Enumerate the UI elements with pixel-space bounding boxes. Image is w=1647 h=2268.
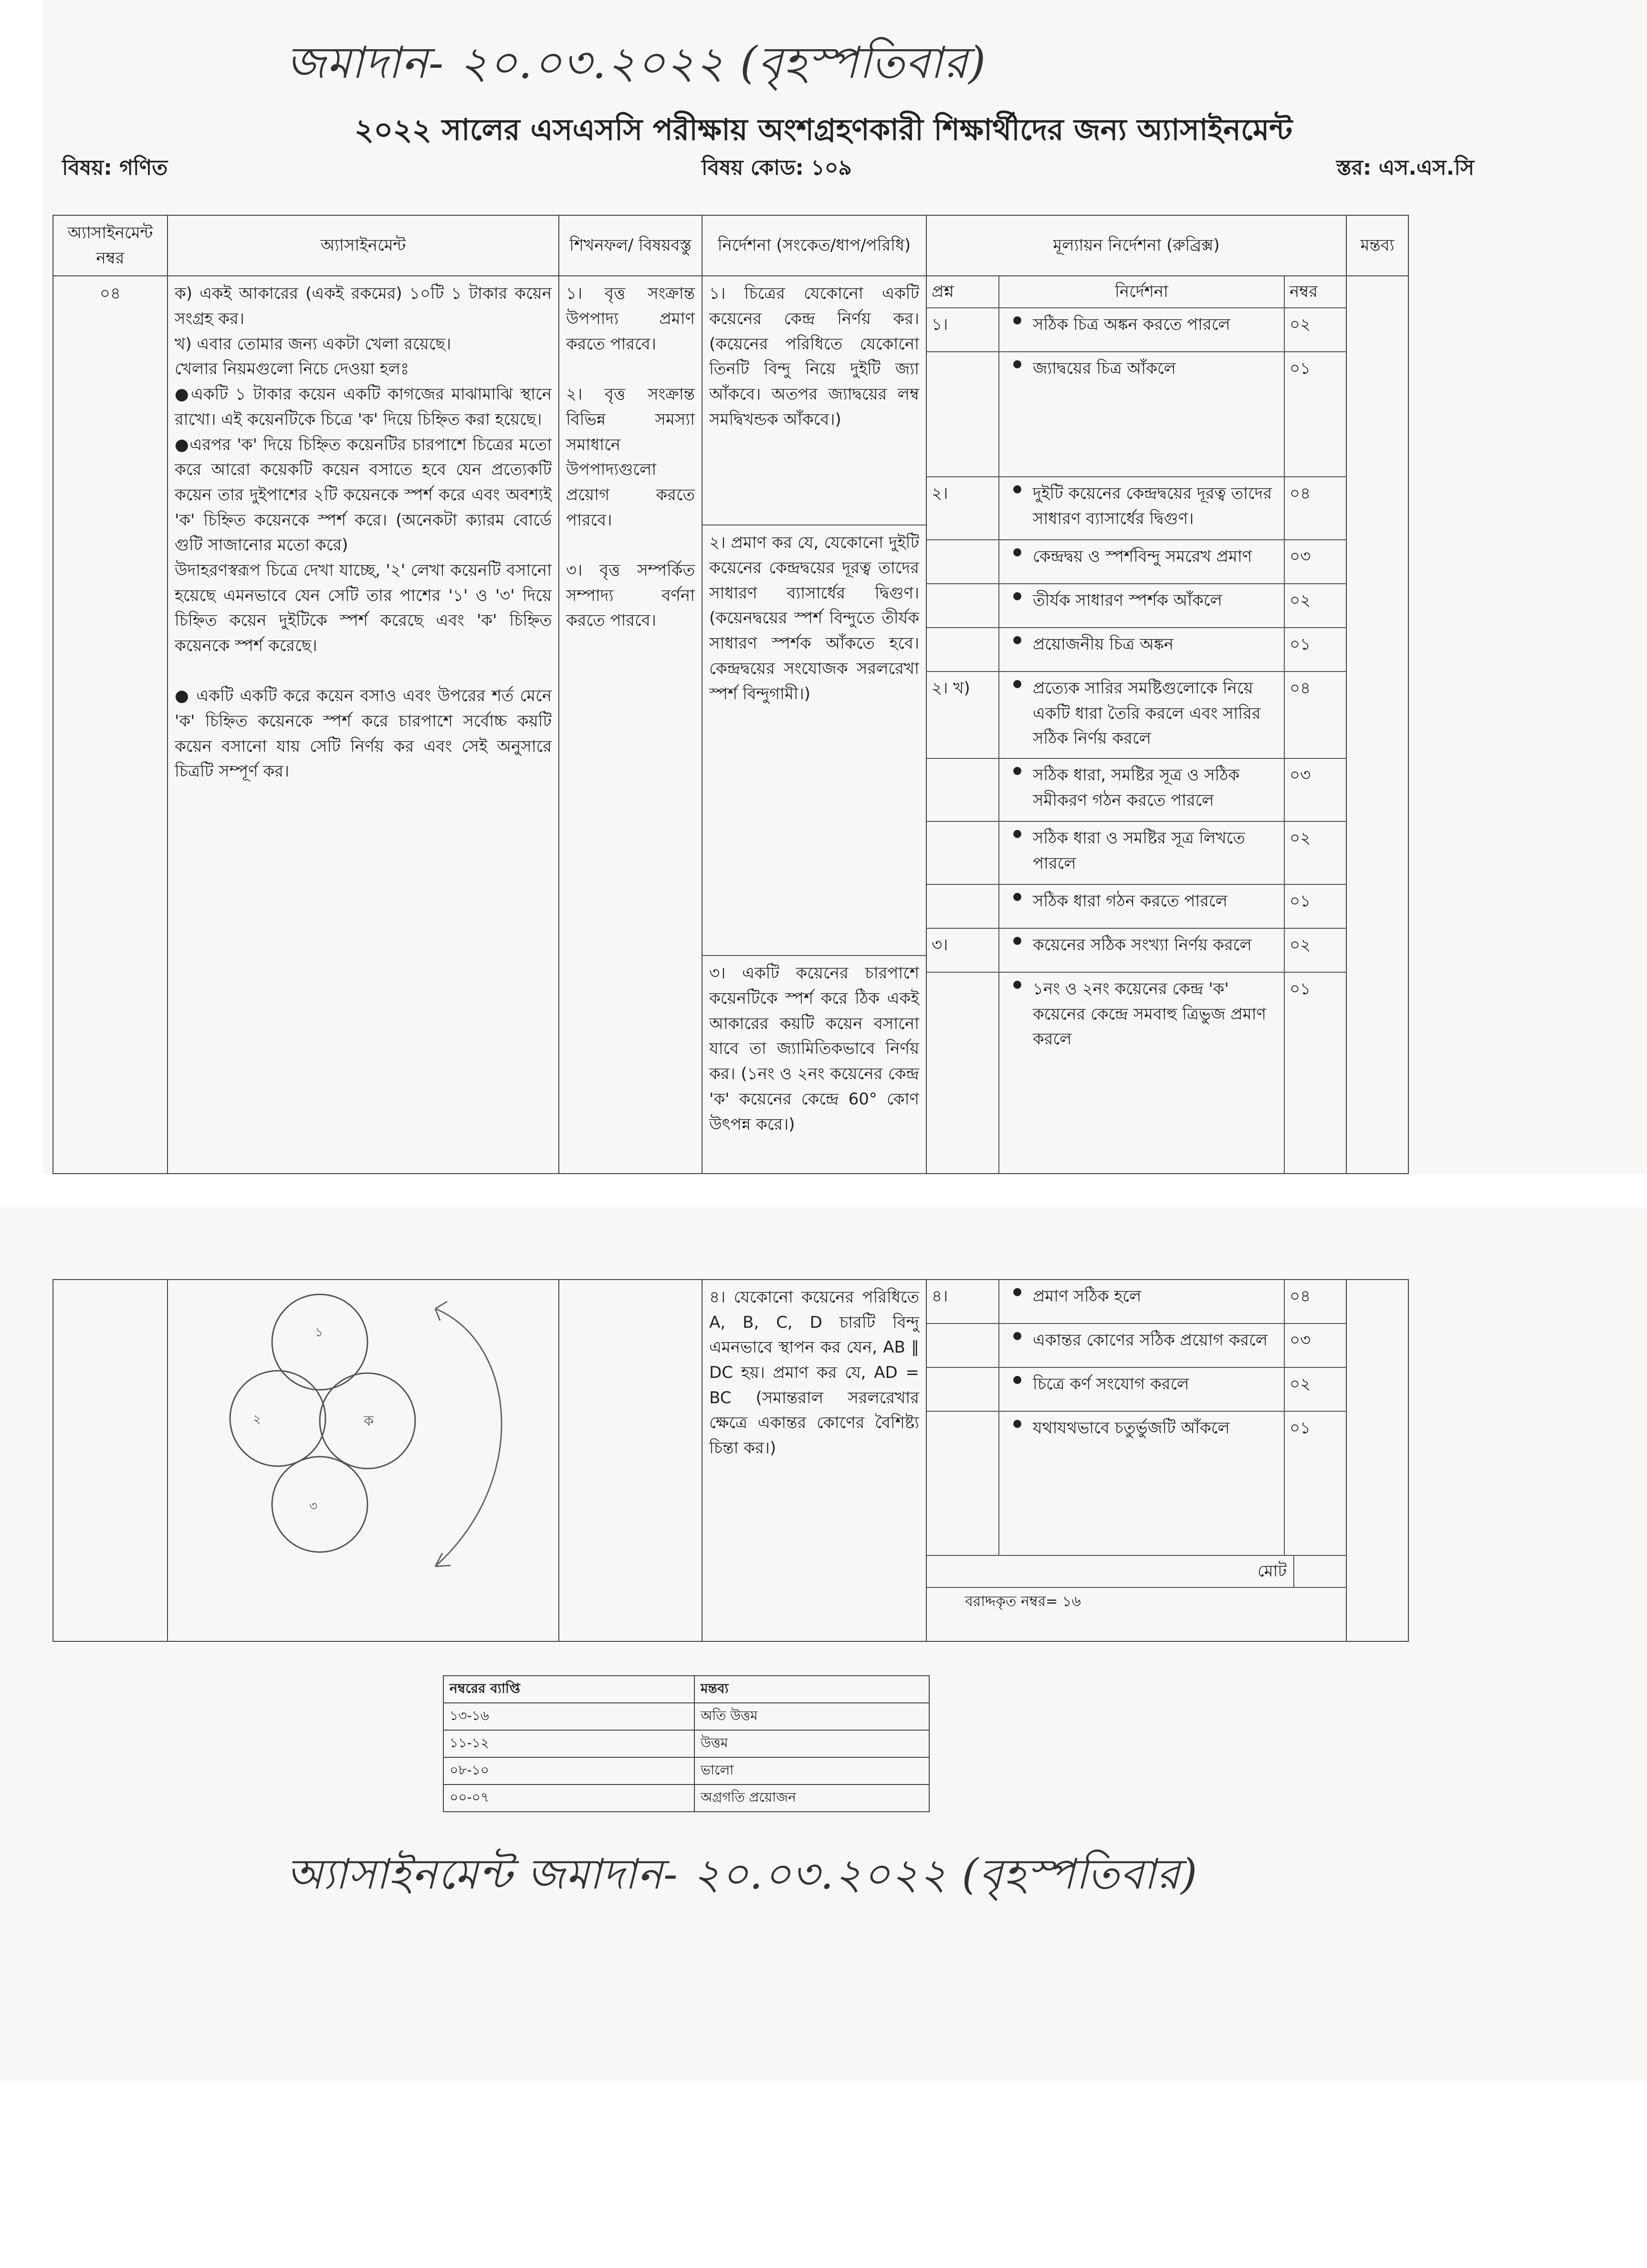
rubric-row (927, 759, 1346, 822)
rubric-question (927, 822, 999, 884)
assignment-text: ক) একই আকারের (একই রকমের) ১০টি ১ টাকার কয়েন সংগ্রহ কর। খ) এবার তোমার জন্য একটা খেলা রয়েছে। খেলার নিয়মগুলো নিচে দেওয়া হলঃ ●একটি ১ টাকার কয়েন একটি কাগজের মাঝামাঝি স্থানে রাখো। এই কয়েনটিকে চিত্রে 'ক' দিয়ে চিহ্নিত করা হয়েছে। ●এরপর 'ক' দিয়ে চিহ্নিত কয়েনটির চারপাশে চিত্রের মতো করে আরো কয়েকটি কয়েন বসাতে হবে যেন প্রত্যেকটি কয়েন তার দুইপাশের ২টি কয়েনকে স্পর্শ করে এবং অবশ্যই 'ক' চিহ্নিত কয়েনকে স্পর্শ করে। (অনেকটা ক্যারম বোর্ডে গুটি সাজানোর মতো করে) উদাহরণস্বরূপ চিত্রে দেখা যাচ্ছে, '২' লেখা কয়েনটি বসানো হয়েছে এমনভাবে যেন সেটি তার পাশের '১' ও '৩' দিয়ে চিহ্নিত কয়েন দুইটিকে স্পর্শ করেছে এবং 'ক' চিহ্নিত কয়েনকে স্পর্শ করেছে। ● একটি একটি করে কয়েন বসাও এবং উপরের শর্ত মেনে 'ক' চিহ্নিত কয়েনকে স্পর্শ করে চারপাশে সর্বোচ্চ কয়টি কয়েন বসানো যায় সেটি নির্ণয় কর এবং সেই অনুসারে চিত্রটি সম্পূর্ণ কর। (175, 284, 552, 781)
rubric-description: ● কেন্দ্রদ্বয় ও স্পর্শবিন্দু সমরেখ প্রমাণ (999, 540, 1285, 583)
rubric-marks: ০১ (1290, 892, 1311, 911)
instruction-3: ৩। একটি কয়েনের চারপাশে কয়েনটিকে স্পর্শ করে ঠিক একই আকারের কয়টি কয়েন বসানো যাবে তা জ্যামিতিকভাবে নির্ণয় কর। (১নং ও ২নং কয়েনের কেন্দ্র 'ক' কয়েনের কেন্দ্রে 60° কোণ উৎপন্ন করে।) (709, 964, 919, 1134)
rubric-description: ● ১নং ও ২নং কয়েনের কেন্দ্র 'ক' কয়েনের কেন্দ্রে সমবাহু ত্রিভুজ প্রমাণ করলে (999, 973, 1285, 1173)
learning-outcome-text: ১। বৃত্ত সংক্রান্ত উপপাদ্য প্রমাণ করতে পারবে। ২। বৃত্ত সংক্রান্ত বিভিন্ন সমস্যা সমাধানে উপপাদ্যগুলো প্রয়োগ করতে পারবে। ৩। বৃত্ত সম্পর্কিত সম্পাদ্য বর্ণনা করতে পারবে। (566, 284, 695, 630)
rubric-marks: ০১ (1290, 635, 1311, 654)
instruction-2: ২। প্রমাণ কর যে, যেকোনো দুইটি কয়েনের কেন্দ্রদ্বয়ের দূরত্ব তাদের সাধারণ ব্যাসার্ধের দ্বিগুণ। (কয়েনদ্বয়ের স্পর্শ বিন্দুতে তীর্যক সাধারণ স্পর্শক আঁকতে হবে। কেন্দ্রদ্বয়ের সংযোজক সরলরেখা স্পর্শ বিন্দুগামী।) (703, 525, 926, 956)
coin-2-label: ২ (253, 1412, 261, 1427)
header-remarks: মন্তব্য (1346, 215, 1408, 276)
rubric-question (927, 540, 999, 583)
rubric-marks: ০৪ (1290, 484, 1311, 504)
coin-2 (230, 1371, 325, 1466)
rubric-list-part1 (927, 308, 1346, 1173)
header-instructions: নির্দেশনা (সংকেত/ধাপ/পরিধি) (702, 215, 926, 276)
coin-3 (272, 1457, 367, 1552)
rubric-description: ● প্রমাণ সঠিক হলে (999, 1280, 1285, 1323)
rubric-row (927, 1412, 1346, 1555)
grade-remark: ভালো (694, 1757, 929, 1785)
instruction-1: ১। চিত্রের যেকোনো একটি কয়েনের কেন্দ্র নির্ণয় কর। (কয়েনের পরিধিতে যেকোনো তিনটি বিন্দু নিয়ে দুইটি জ্যা আঁকবে। অতপর জ্যাদ্বয়ের লম্ব সমদ্বিখন্ডক আঁকবে।) (703, 276, 926, 525)
rubric-question (927, 628, 999, 671)
handwritten-footer-note: অ্যাসাইনমেন্ট জমাদান- ২০.০৩.২০২২ (বৃহস্পতিবার) (286, 1849, 1198, 1899)
rubric-row (927, 822, 1346, 885)
rubric-description: ● সঠিক চিত্র অঙ্কন করতে পারলে (999, 308, 1285, 351)
rubric-question (927, 885, 999, 928)
header-evaluation: মূল্যায়ন নির্দেশনা (রুব্রিক্স) (926, 215, 1346, 276)
rubric-header-question: প্রশ্ন (927, 276, 999, 307)
rubric-description: ● প্রত্যেক সারির সমষ্টিগুলোকে নিয়ে একটি ধারা তৈরি করলে এবং সারির সঠিক নির্ণয় করলে (999, 672, 1285, 758)
rubric-row (927, 1324, 1346, 1368)
coin-diagram (168, 1280, 559, 1633)
grade-remark: অতি উত্তম (694, 1703, 929, 1730)
rubric-row (927, 584, 1346, 628)
rubric-description: ● সঠিক ধারা গঠন করতে পারলে (999, 885, 1285, 928)
rubric-marks: ০২ (1290, 591, 1311, 610)
rubric-description: ● সঠিক ধারা ও সমষ্টির সূত্র লিখতে পারলে (999, 822, 1285, 884)
coin-3-label: ৩ (309, 1499, 317, 1513)
rubric-header-marks: নম্বর (1290, 282, 1318, 302)
assignment-table-continued (52, 1279, 1409, 1642)
rubric-description: ● একান্তর কোণের সঠিক প্রয়োগ করলে (999, 1324, 1285, 1367)
coin-1-label: ১ (315, 1325, 323, 1340)
rubric-description: ● সঠিক ধারা, সমষ্টির সূত্র ও সঠিক সমীকরণ গঠন করতে পারলে (999, 759, 1285, 821)
rubric-row (927, 929, 1346, 973)
subject-code-label: বিষয় কোড: ১০৯ (702, 156, 852, 180)
rubric-question: ৪। (927, 1280, 999, 1323)
rubric-question: ২। খ) (927, 672, 999, 758)
level-label: স্তর: এস.এস.সি (1336, 156, 1474, 180)
rubric-question (927, 759, 999, 821)
header-learning-outcome: শিখনফল/ বিষয়বস্তু (559, 215, 702, 276)
subject-label: বিষয়: গণিত (62, 156, 168, 180)
rubric-row (927, 672, 1346, 759)
rubric-marks: ০১ (1290, 359, 1311, 378)
rubric-question (927, 1324, 999, 1367)
rubric-description: ● যথাযথভাবে চতুর্ভুজটি আঁকলে (999, 1412, 1285, 1555)
coin-center-label: ক (364, 1413, 374, 1429)
grade-header-remark: মন্তব্য (694, 1676, 929, 1703)
page-title: ২০২২ সালের এসএসসি পরীক্ষায় অংশগ্রহণকারী শিক্ষার্থীদের জন্য অ্যাসাইনমেন্ট (354, 112, 1293, 147)
rubric-row (927, 885, 1346, 929)
empty-no-cell (53, 1280, 168, 1641)
rubric-marks: ০৪ (1290, 679, 1311, 698)
assignment-table (52, 215, 1409, 1174)
rubric-question: ২। (927, 477, 999, 539)
rubric-row (927, 1368, 1346, 1412)
rubric-marks: ০৩ (1290, 547, 1311, 567)
rubric-marks: ০২ (1290, 935, 1311, 955)
rubric-question (927, 1412, 999, 1555)
header-assignment: অ্যাসাইনমেন্ট (168, 215, 559, 276)
instruction-4: ৪। যেকোনো কয়েনের পরিধিতে A, B, C, D চারটি বিন্দু এমনভাবে স্থাপন কর যেন, AB ∥ DC হয়। প্রমাণ কর যে, AD = BC (সমান্তরাল সরলরেখার ক্ষেত্রে একান্তর কোণের বৈশিষ্ট্য চিন্তা কর।) (709, 1288, 919, 1458)
grade-range: ১৩-১৬ (443, 1703, 694, 1730)
rubric-question (927, 1368, 999, 1411)
rubric-marks: ০৩ (1290, 766, 1311, 785)
rubric-question (927, 352, 999, 476)
rubric-question: ১। (927, 308, 999, 351)
rubric-marks: ০১ (1290, 1418, 1311, 1438)
grade-range: ০৮-১০ (443, 1757, 694, 1785)
grade-table (443, 1675, 930, 1812)
grade-remark: উত্তম (694, 1730, 929, 1757)
rubric-marks: ০২ (1290, 315, 1311, 335)
rubric-description: ● কয়েনের সঠিক সংখ্যা নির্ণয় করলে (999, 929, 1285, 972)
rubric-question (927, 584, 999, 627)
header-assignment-no: অ্যাসাইনমেন্ট নম্বর (53, 215, 168, 276)
rubric-row (927, 352, 1346, 477)
rubric-row (927, 1280, 1346, 1324)
grade-remark: অগ্রগতি প্রয়োজন (694, 1785, 929, 1812)
rubric-marks: ০৪ (1290, 1287, 1311, 1306)
rubric-description: ● জ্যাদ্বয়ের চিত্র আঁকলে (999, 352, 1285, 476)
allotted-marks: বরাদ্দকৃত নম্বর= ১৬ (927, 1587, 1346, 1616)
rubric-row (927, 540, 1346, 584)
rubric-row (927, 477, 1346, 540)
remarks-cell (1346, 276, 1408, 1174)
rubric-row (927, 308, 1346, 352)
empty-outcome-cell (559, 1280, 702, 1641)
rubric-description: ● তীর্যক সাধারণ স্পর্শক আঁকলে (999, 584, 1285, 627)
rubric-marks: ০২ (1290, 829, 1311, 848)
rubric-description: ● প্রয়োজনীয় চিত্র অঙ্কন (999, 628, 1285, 671)
rubric-description: ● চিত্রে কর্ণ সংযোগ করলে (999, 1368, 1285, 1411)
handwritten-date: জমাদান- ২০.০৩.২০২২ (বৃহস্পতিবার) (286, 37, 987, 88)
rubric-row (927, 973, 1346, 1173)
rubric-list-part2 (927, 1280, 1346, 1555)
grade-range: ০০-০৭ (443, 1785, 694, 1812)
total-label: মোট (927, 1556, 1294, 1587)
rubric-marks: ০১ (1290, 979, 1311, 999)
rubric-marks: ০৩ (1290, 1331, 1311, 1350)
rubric-question (927, 973, 999, 1173)
rubric-question: ৩। (927, 929, 999, 972)
rubric-header-instruction: নির্দেশনা (999, 276, 1285, 307)
curved-arrow (435, 1309, 502, 1566)
remarks-cell-2 (1346, 1280, 1408, 1641)
rubric-marks: ০২ (1290, 1375, 1311, 1394)
rubric-description: ● দুইটি কয়েনের কেন্দ্রদ্বয়ের দূরত্ব তাদের সাধারণ ব্যাসার্ধের দ্বিগুণ। (999, 477, 1285, 539)
grade-header-range: নম্বরের ব্যাপ্তি (443, 1676, 694, 1703)
grade-range: ১১-১২ (443, 1730, 694, 1757)
rubric-row (927, 628, 1346, 672)
assignment-number: ০৪ (53, 276, 168, 1174)
